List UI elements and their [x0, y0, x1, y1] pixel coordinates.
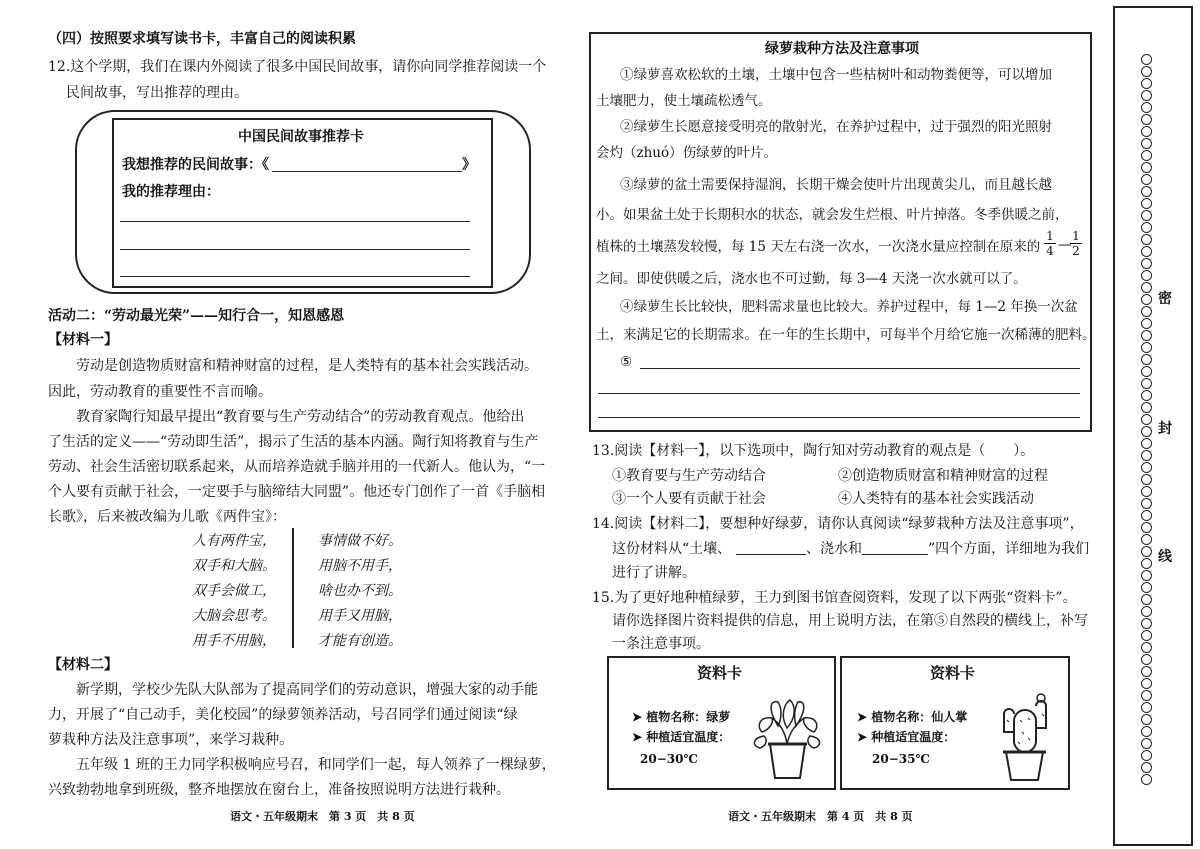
binding-hole — [1141, 270, 1152, 281]
binding-hole — [1141, 222, 1152, 233]
binding-hole — [1141, 678, 1152, 689]
binding-hole — [1141, 102, 1152, 113]
poem-line: 用手又用脑， — [318, 608, 402, 624]
binding-hole — [1141, 174, 1152, 185]
q14-blank-1[interactable] — [736, 554, 806, 555]
material-2-text: 兴致勃勃地拿到班级，整齐地摆放在窗台上，准备按照说明方法进行栽种。 — [48, 782, 510, 798]
binding-hole — [1141, 66, 1152, 77]
binding-hole — [1141, 450, 1152, 461]
paragraph-5-answer-line[interactable] — [640, 368, 1080, 369]
binding-hole — [1141, 354, 1152, 365]
poem-line: 用脑不用手， — [318, 558, 402, 574]
binding-hole — [1141, 474, 1152, 485]
question-15-text: 请你选择图片资料提供的信息，用上说明方法，在第⑤自然段的横线上，补写 — [612, 613, 1088, 629]
binding-hole — [1141, 594, 1152, 605]
fraction-dash: — — [1058, 237, 1072, 253]
binding-hole — [1141, 534, 1152, 545]
binding-hole — [1141, 366, 1152, 377]
binding-hole — [1141, 246, 1152, 257]
poem-line: 事情做不好。 — [318, 533, 402, 549]
material-2-text: 萝栽种方法及注意事项”，来学习栽种。 — [48, 732, 294, 748]
question-12-line1: 12.这个学期，我们在课内外阅读了很多中国民间故事，请你向同学推荐阅读一个 — [48, 59, 547, 75]
card-title: 中国民间故事推荐卡 — [238, 129, 364, 145]
reason-line-3[interactable] — [120, 276, 470, 277]
question-12-line2: 民间故事，写出推荐的理由。 — [66, 85, 248, 101]
binding-hole — [1141, 426, 1152, 437]
q13-option-1[interactable]: ①教育要与生产劳动结合 — [612, 468, 766, 484]
binding-hole — [1141, 330, 1152, 341]
material-1-text: 长歌》，后来被改编为儿歌《两件宝》： — [48, 509, 286, 525]
question-14-line1: 14.阅读【材料二】，要想种好绿萝，请你认真阅读“绿萝栽种方法及注意事项”， — [592, 516, 1084, 532]
binding-hole — [1141, 390, 1152, 401]
box-paragraph: 植株的土壤蒸发较慢，每 15 天左右浇一次水，一次浇水量应控制在原来的 — [596, 239, 1041, 255]
page-footer-left: 语文・五年级期末 第 3 页 共 8 页 — [230, 810, 415, 823]
binding-hole — [1141, 198, 1152, 209]
q14-blank-2[interactable] — [862, 554, 928, 555]
binding-hole — [1141, 90, 1152, 101]
poem-line: 啥也办不到。 — [318, 583, 402, 599]
question-14-text: 、浇水和 — [806, 541, 862, 557]
question-14-text: ”四个方面，详细地为我们 — [928, 541, 1090, 557]
question-14-text: 这份材料从“土壤、 — [612, 541, 732, 557]
story-input-line[interactable] — [272, 171, 462, 172]
binding-hole — [1141, 546, 1152, 557]
box-paragraph: 会灼（zhuó）伤绿萝的叶片。 — [596, 145, 778, 161]
plant-name: ➤ 植物名称：仙人掌 — [857, 710, 968, 724]
fraction-numerator: 1 — [1046, 229, 1054, 243]
binding-hole — [1141, 558, 1152, 569]
reason-line-2[interactable] — [120, 249, 470, 250]
q13-option-2[interactable]: ②创造物质财富和精神财富的过程 — [838, 468, 1048, 484]
binding-hole — [1141, 138, 1152, 149]
resource-card-title: 资料卡 — [697, 664, 743, 682]
binding-hole — [1141, 570, 1152, 581]
box-paragraph: 小。如果盆土处于长期积水的状态，就会发生烂根、叶片掉落。冬季供暖之前， — [596, 207, 1069, 223]
binding-hole — [1141, 738, 1152, 749]
poem-line: 人有两件宝， — [192, 533, 276, 549]
story-close-bracket: 》 — [462, 157, 476, 173]
cactus-plant-icon — [992, 690, 1057, 782]
binding-hole — [1141, 234, 1152, 245]
question-15-line1: 15.为了更好地种植绿萝，王力到图书馆查阅资料，发现了以下两张“资料卡”。 — [592, 590, 1077, 606]
box-paragraph: ①绿萝喜欢松软的土壤，土壤中包含一些枯树叶和动物粪便等，可以增加 — [620, 67, 1052, 83]
binding-hole — [1141, 186, 1152, 197]
binding-hole — [1141, 714, 1152, 725]
box-paragraph: 土，来满足它的长期需求。在一年的生长期中，可每半个月给它施一次稀薄的肥料。 — [596, 327, 1096, 343]
binding-hole — [1141, 126, 1152, 137]
binding-hole — [1141, 78, 1152, 89]
box-paragraph: ③绿萝的盆土需要保持湿润，长期干燥会使叶片出现黄尖儿，而且越长越 — [620, 177, 1052, 193]
binding-hole — [1141, 774, 1152, 785]
binding-hole — [1141, 210, 1152, 221]
plant-name: ➤ 植物名称：绿萝 — [632, 710, 731, 724]
binding-hole — [1141, 522, 1152, 533]
box-paragraph: ④绿萝生长比较快，肥料需求量也比较大。养护过程中，每 1—2 年换一次盆 — [620, 299, 1078, 315]
temperature-label: ➤ 种植适宜温度： — [857, 730, 956, 744]
binding-hole — [1141, 258, 1152, 269]
material-1-text: 了生活的定义——“劳动即生活”，揭示了生活的基本内涵。陶行知将教育与生产 — [48, 434, 539, 450]
fraction-denominator: 4 — [1046, 244, 1054, 258]
binding-hole — [1141, 630, 1152, 641]
q13-option-3[interactable]: ③一个人要有贡献于社会 — [612, 491, 766, 507]
reason-label: 我的推荐理由： — [122, 184, 220, 200]
binding-hole — [1141, 162, 1152, 173]
temperature-value: 20−30℃ — [640, 752, 698, 766]
binding-hole — [1141, 750, 1152, 761]
binding-hole — [1141, 54, 1152, 65]
activity-2-heading: 活动二：“劳动最光荣”——知行合一，知恩感恩 — [48, 308, 345, 324]
story-label: 我想推荐的民间故事：《 — [122, 157, 269, 173]
binding-hole — [1141, 114, 1152, 125]
q13-option-4[interactable]: ④人类特有的基本社会实践活动 — [838, 491, 1034, 507]
poem-line: 才能有创造。 — [318, 633, 402, 649]
resource-card-title: 资料卡 — [930, 664, 976, 682]
binding-strip — [1113, 6, 1193, 846]
binding-hole — [1141, 654, 1152, 665]
binding-hole — [1141, 510, 1152, 521]
box-title: 绿萝栽种方法及注意事项 — [765, 41, 919, 57]
box-paragraph: 之间。即使供暖之后，浇水也不可过勤，每 3—4 天浇一次水就可以了。 — [596, 271, 1027, 287]
fraction-denominator: 2 — [1072, 244, 1080, 258]
binding-hole — [1141, 306, 1152, 317]
page-footer-right: 语文・五年级期末 第 4 页 共 8 页 — [728, 810, 913, 823]
temperature-label: ➤ 种植适宜温度： — [632, 730, 731, 744]
binding-hole — [1141, 462, 1152, 473]
question-14-text: 进行了讲解。 — [612, 565, 696, 581]
binding-hole — [1141, 498, 1152, 509]
poem-line: 双手和大脑。 — [192, 558, 276, 574]
fraction-numerator: 1 — [1072, 229, 1080, 243]
binding-hole — [1141, 606, 1152, 617]
reason-line-1[interactable] — [120, 221, 470, 222]
binding-hole — [1141, 582, 1152, 593]
binding-hole — [1141, 726, 1152, 737]
binding-hole — [1141, 486, 1152, 497]
material-1-text: 因此，劳动教育的重要性不言而喻。 — [48, 384, 272, 400]
seal-character: 密 — [1158, 291, 1172, 307]
binding-hole — [1141, 318, 1152, 329]
box-paragraph: 土壤肥力，使土壤疏松透气。 — [596, 93, 772, 109]
paragraph-5-answer-line[interactable] — [598, 393, 1080, 394]
pothos-plant-icon — [750, 696, 825, 782]
binding-hole — [1141, 150, 1152, 161]
seal-character: 线 — [1158, 549, 1172, 565]
binding-hole — [1141, 666, 1152, 677]
material-1-text: 劳动、社会生活密切联系起来，从而培养造就手脑并用的一代新人。他认为，“一 — [48, 459, 546, 475]
poem-line: 大脑会思考。 — [192, 608, 276, 624]
binding-hole — [1141, 294, 1152, 305]
question-15-text: 一条注意事项。 — [612, 636, 710, 652]
binding-hole — [1141, 618, 1152, 629]
poem-line: 双手会做工， — [192, 583, 276, 599]
material-2-label: 【材料二】 — [48, 657, 118, 673]
binding-hole — [1141, 690, 1152, 701]
binding-hole — [1141, 414, 1152, 425]
binding-hole — [1141, 342, 1152, 353]
material-1-text: 劳动是创造物质财富和精神财富的过程，是人类特有的基本社会实践活动。 — [76, 358, 538, 374]
paragraph-5-marker: ⑤ — [620, 354, 633, 370]
binding-hole — [1141, 762, 1152, 773]
material-1-label: 【材料一】 — [48, 332, 118, 348]
section-heading: （四）按照要求填写读书卡，丰富自己的阅读积累 — [48, 31, 356, 47]
temperature-value: 20−35℃ — [872, 752, 930, 766]
poem-line: 用手不用脑， — [192, 633, 276, 649]
binding-hole — [1141, 402, 1152, 413]
box-paragraph: ②绿萝生长愿意接受明亮的散射光，在养护过程中，过于强烈的阳光照射 — [620, 119, 1052, 135]
poem-divider — [292, 528, 294, 648]
material-1-text: 个人要有贡献于社会，一定要手与脑缔结大同盟”。他还专门创作了一首《手脑相 — [48, 484, 546, 500]
binding-hole — [1141, 378, 1152, 389]
question-13: 13.阅读【材料一】，以下选项中，陶行知对劳动教育的观点是（ ）。 — [592, 443, 1035, 459]
material-2-text: 新学期，学校少先队大队部为了提高同学们的劳动意识，增强大家的动手能 — [76, 682, 538, 698]
binding-hole — [1141, 642, 1152, 653]
material-1-text: 教育家陶行知最早提出“教育要与生产劳动结合”的劳动教育观点。他给出 — [76, 409, 525, 425]
material-2-text: 力，开展了“自己动手，美化校园”的绿萝领养活动，号召同学们通过阅读“绿 — [48, 707, 518, 723]
binding-hole — [1141, 438, 1152, 449]
binding-hole — [1141, 702, 1152, 713]
paragraph-5-answer-line[interactable] — [598, 417, 1080, 418]
binding-hole — [1141, 282, 1152, 293]
seal-character: 封 — [1158, 421, 1172, 437]
material-2-text: 五年级 1 班的王力同学积极响应号召，和同学们一起，每人领养了一棵绿萝， — [76, 757, 556, 773]
